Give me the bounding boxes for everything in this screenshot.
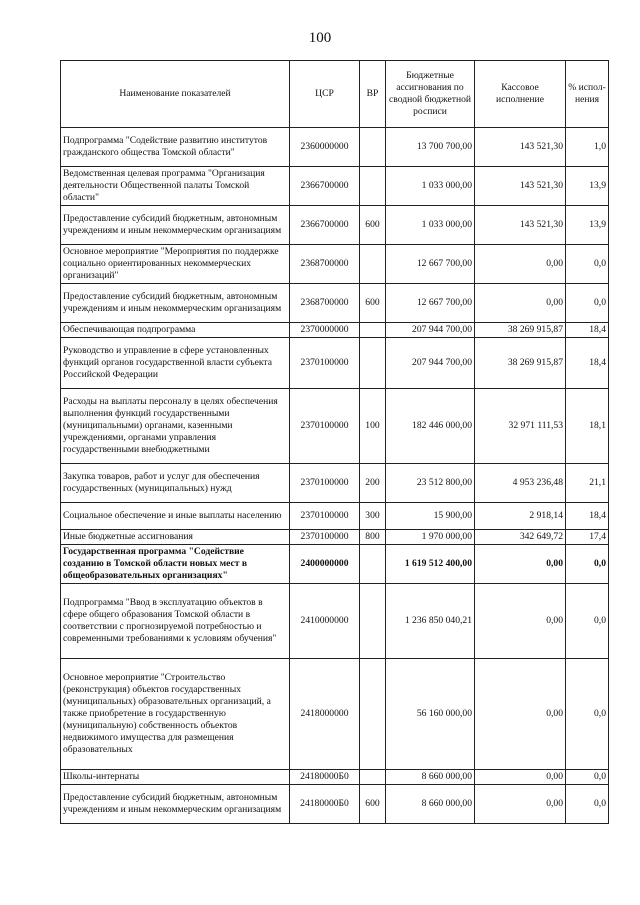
cell-csr: 2370100000 [290, 464, 360, 503]
header-cash: Кассовое исполнение [475, 61, 566, 128]
cell-vr: 600 [360, 785, 386, 824]
cell-name: Предоставление субсидий бюджетным, автономным учреждениям и иным некоммерческим организациям [61, 284, 290, 323]
cell-percent: 0,0 [566, 245, 609, 284]
cell-cash: 4 953 236,48 [475, 464, 566, 503]
cell-budget: 8 660 000,00 [386, 770, 475, 785]
cell-percent: 13,9 [566, 167, 609, 206]
cell-name: Подпрограмма "Ввод в эксплуатацию объектов в сфере общего образования Томской области в соответствии с прогнозируемой потребностью и современными требованиями к условиям обучения" [61, 584, 290, 659]
cell-csr: 24180000Б0 [290, 785, 360, 824]
cell-cash: 143 521,30 [475, 167, 566, 206]
cell-budget: 207 944 700,00 [386, 323, 475, 338]
header-name: Наименование показателей [61, 61, 290, 128]
cell-csr: 2370100000 [290, 503, 360, 530]
cell-vr [360, 323, 386, 338]
cell-vr [360, 659, 386, 770]
header-csr: ЦСР [290, 61, 360, 128]
table-row [61, 167, 609, 206]
cell-cash: 0,00 [475, 245, 566, 284]
cell-budget: 182 446 000,00 [386, 389, 475, 464]
cell-percent: 0,0 [566, 785, 609, 824]
cell-name: Расходы на выплаты персоналу в целях обеспечения выполнения функций государственными (муниципальными) органами, казенными учреждениями, органами управления государственными внебюджетными [61, 389, 290, 464]
cell-csr: 2360000000 [290, 128, 360, 167]
cell-budget: 8 660 000,00 [386, 785, 475, 824]
cell-vr [360, 545, 386, 584]
cell-name: Государственная программа "Содействие созданию в Томской области новых мест в общеобразовательных организациях" [61, 545, 290, 584]
cell-percent: 18,4 [566, 323, 609, 338]
cell-budget: 1 619 512 400,00 [386, 545, 475, 584]
table-row [61, 206, 609, 245]
cell-percent: 18,4 [566, 503, 609, 530]
cell-csr: 2368700000 [290, 245, 360, 284]
budget-table [60, 60, 609, 824]
cell-csr: 2370100000 [290, 530, 360, 545]
cell-percent: 13,9 [566, 206, 609, 245]
cell-vr [360, 128, 386, 167]
cell-vr [360, 338, 386, 389]
table-row [61, 530, 609, 545]
cell-cash: 0,00 [475, 659, 566, 770]
cell-vr [360, 770, 386, 785]
cell-csr: 2418000000 [290, 659, 360, 770]
table-row [61, 338, 609, 389]
cell-cash: 38 269 915,87 [475, 338, 566, 389]
cell-vr [360, 167, 386, 206]
cell-name: Основное мероприятие "Мероприятия по поддержке социально ориентированных некоммерческих организаций" [61, 245, 290, 284]
cell-budget: 1 033 000,00 [386, 206, 475, 245]
cell-budget: 56 160 000,00 [386, 659, 475, 770]
cell-cash: 143 521,30 [475, 128, 566, 167]
header-vr: ВР [360, 61, 386, 128]
cell-cash: 0,00 [475, 284, 566, 323]
cell-name: Школы-интернаты [61, 770, 290, 785]
cell-percent: 0,0 [566, 584, 609, 659]
table-body [61, 128, 609, 824]
table-row [61, 389, 609, 464]
cell-budget: 207 944 700,00 [386, 338, 475, 389]
cell-vr [360, 245, 386, 284]
cell-cash: 0,00 [475, 785, 566, 824]
cell-name: Руководство и управление в сфере установленных функций органов государственной власти субъекта Российской Федерации [61, 338, 290, 389]
table-row [61, 284, 609, 323]
cell-name: Предоставление субсидий бюджетным, автономным учреждениям и иным некоммерческим организациям [61, 785, 290, 824]
cell-vr: 200 [360, 464, 386, 503]
table-row [61, 245, 609, 284]
cell-name: Иные бюджетные ассигнования [61, 530, 290, 545]
cell-name: Обеспечивающая подпрограмма [61, 323, 290, 338]
cell-cash: 2 918,14 [475, 503, 566, 530]
cell-cash: 0,00 [475, 584, 566, 659]
header-budget: Бюджетные ассигнования по сводной бюджетной росписи [386, 61, 475, 128]
cell-budget: 23 512 800,00 [386, 464, 475, 503]
cell-name: Предоставление субсидий бюджетным, автономным учреждениям и иным некоммерческим организациям [61, 206, 290, 245]
cell-cash: 32 971 111,53 [475, 389, 566, 464]
cell-vr: 600 [360, 206, 386, 245]
cell-name: Подпрограмма "Содействие развитию институтов гражданского общества Томской области" [61, 128, 290, 167]
page-number: 100 [308, 30, 332, 46]
cell-budget: 13 700 700,00 [386, 128, 475, 167]
cell-percent: 17,4 [566, 530, 609, 545]
cell-csr: 2410000000 [290, 584, 360, 659]
cell-name: Закупка товаров, работ и услуг для обеспечения государственных (муниципальных) нужд [61, 464, 290, 503]
cell-csr: 24180000Б0 [290, 770, 360, 785]
cell-csr: 2370000000 [290, 323, 360, 338]
cell-vr [360, 584, 386, 659]
cell-vr: 300 [360, 503, 386, 530]
cell-percent: 0,0 [566, 284, 609, 323]
cell-budget: 1 236 850 040,21 [386, 584, 475, 659]
cell-csr: 2370100000 [290, 389, 360, 464]
cell-csr: 2370100000 [290, 338, 360, 389]
table-row [61, 503, 609, 530]
cell-cash: 38 269 915,87 [475, 323, 566, 338]
cell-name: Основное мероприятие "Строительство (реконструкция) объектов государственных (муниципальных) образовательных организаций, а также приобретение в государственную (муниципальную) собственность объектов недвижимого имущества для размещения образовательных [61, 659, 290, 770]
table-row [61, 785, 609, 824]
cell-percent: 0,0 [566, 770, 609, 785]
table-row [61, 464, 609, 503]
cell-cash: 0,00 [475, 770, 566, 785]
cell-name: Ведомственная целевая программа "Организация деятельности Общественной палаты Томской области" [61, 167, 290, 206]
cell-percent: 0,0 [566, 659, 609, 770]
table-row [61, 128, 609, 167]
cell-cash: 143 521,30 [475, 206, 566, 245]
table-row [61, 545, 609, 584]
cell-budget: 1 033 000,00 [386, 167, 475, 206]
cell-percent: 18,4 [566, 338, 609, 389]
table-row [61, 659, 609, 770]
cell-percent: 1,0 [566, 128, 609, 167]
cell-name: Социальное обеспечение и иные выплаты населению [61, 503, 290, 530]
cell-percent: 21,1 [566, 464, 609, 503]
table-row [61, 584, 609, 659]
table-row [61, 323, 609, 338]
cell-vr: 100 [360, 389, 386, 464]
cell-csr: 2400000000 [290, 545, 360, 584]
cell-percent: 0,0 [566, 545, 609, 584]
cell-cash: 0,00 [475, 545, 566, 584]
cell-budget: 12 667 700,00 [386, 284, 475, 323]
table-header-row [61, 61, 609, 128]
cell-cash: 342 649,72 [475, 530, 566, 545]
cell-vr: 800 [360, 530, 386, 545]
cell-csr: 2366700000 [290, 167, 360, 206]
cell-vr: 600 [360, 284, 386, 323]
cell-csr: 2368700000 [290, 284, 360, 323]
table-row [61, 770, 609, 785]
header-percent: % испол-нения [566, 61, 609, 128]
cell-budget: 12 667 700,00 [386, 245, 475, 284]
cell-budget: 1 970 000,00 [386, 530, 475, 545]
cell-csr: 2366700000 [290, 206, 360, 245]
cell-percent: 18,1 [566, 389, 609, 464]
cell-budget: 15 900,00 [386, 503, 475, 530]
